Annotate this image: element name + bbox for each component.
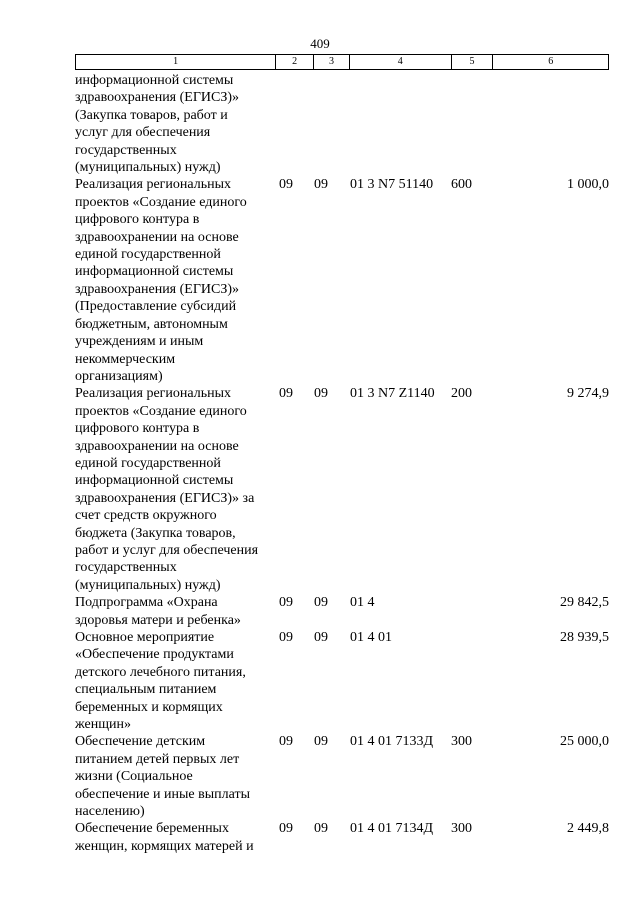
row-subsection: 09 (314, 177, 328, 193)
row-expense-type: 200 (451, 386, 472, 402)
row-description: Обеспечение детским питанием детей первых лет жизни (Социальное обеспечение и иные выплаты населению) (75, 734, 250, 820)
row-amount: 1 000,0 (567, 177, 609, 193)
row-subsection: 09 (314, 630, 328, 645)
table-row (75, 820, 609, 855)
row-expense-type: 300 (451, 821, 472, 837)
table-row (75, 629, 609, 733)
row-section: 09 (279, 386, 293, 402)
row-subsection (313, 72, 349, 176)
table-row (75, 594, 609, 629)
row-target-code: 01 4 01 7133Д (350, 734, 434, 750)
table-header (75, 54, 609, 70)
row-description: Обеспечение беременных женщин, кормящих матерей и (75, 821, 254, 854)
row-description: информационной системы здравоохранения (ЕГИСЗ)» (Закупка товаров, работ и услуг для обеспечения государственных (муниципальных) нужд) (75, 73, 240, 176)
row-target-code (349, 72, 451, 176)
row-expense-type (451, 72, 493, 176)
row-subsection: 09 (314, 595, 328, 611)
row-section (275, 72, 313, 176)
row-section: 09 (279, 595, 293, 611)
row-expense-type: 600 (451, 177, 472, 193)
row-section: 09 (279, 630, 293, 645)
row-amount: 28 939,5 (560, 630, 609, 645)
header-col-5: 5 (451, 55, 493, 69)
row-amount (493, 72, 609, 176)
row-expense-type (451, 594, 493, 629)
row-target-code: 01 3 N7 51140 (350, 177, 434, 193)
row-subsection: 09 (314, 386, 328, 402)
row-subsection: 09 (314, 734, 328, 750)
row-description: Подпрограмма «Охрана здоровья матери и ребенка» (75, 595, 241, 628)
row-expense-type (451, 629, 493, 733)
row-target-code: 01 4 01 (350, 630, 392, 645)
table-row (75, 176, 609, 385)
header-col-3: 3 (313, 55, 349, 69)
row-expense-type: 300 (451, 734, 472, 750)
row-description: Реализация региональных проектов «Создание единого цифрового контура в здравоохранении на основе единой государственной информационной системы здравоохранения (ЕГИСЗ)» (Предоставление субсидий бюджетным, автономным учреждениям и иным некоммерческим организациям) (75, 177, 247, 384)
row-subsection: 09 (314, 821, 328, 837)
header-col-1: 1 (173, 56, 179, 67)
header-col-4: 4 (349, 55, 451, 69)
row-section: 09 (279, 177, 293, 193)
table-body (75, 72, 609, 855)
table-row (75, 385, 609, 594)
header-col-6: 6 (492, 55, 608, 69)
row-target-code: 01 4 01 7134Д (350, 821, 434, 837)
row-amount: 29 842,5 (560, 595, 609, 611)
row-section: 09 (279, 734, 293, 750)
row-section: 09 (279, 821, 293, 837)
row-target-code: 01 4 (350, 595, 375, 611)
row-target-code: 01 3 N7 Z1140 (350, 386, 435, 402)
table-row (75, 72, 609, 176)
page-number: 409 (310, 36, 330, 51)
table-row (75, 733, 609, 820)
row-description: Реализация региональных проектов «Создание единого цифрового контура в здравоохранении на основе единой государственной информационной системы здравоохранения (ЕГИСЗ)» за счет средств окружного бюджета (Закупка товаров, работ и услуг для обеспечения государственных (муниципальных) нужд) (75, 386, 259, 593)
row-description: Основное мероприятие «Обеспечение продуктами детского лечебного питания, специальным питанием беременных и кормящих женщин» (75, 630, 246, 733)
row-amount: 25 000,0 (560, 734, 609, 750)
row-amount: 9 274,9 (567, 386, 609, 402)
header-col-2: 2 (275, 55, 313, 69)
row-amount: 2 449,8 (567, 821, 609, 837)
